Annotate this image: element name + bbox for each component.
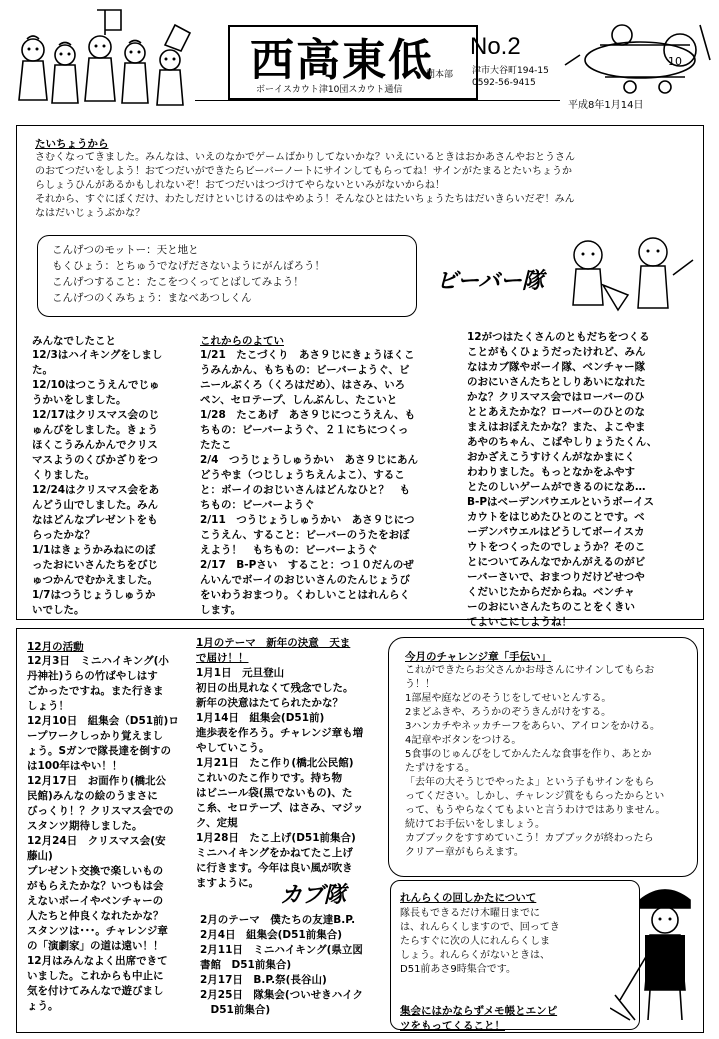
upcoming-schedule-heading: これからのよてい [200,335,284,347]
header-divider [195,100,560,101]
january-schedule: 1月1日 元旦登山 初日の出見れなくて残念でした。 新年の決意はたてられたかな？ 1月14日 組集会(D51前) 進歩表を作ろう。チャレンジ章も増 やしていこう。 1月21日 たこ作り(橋北公民館) これいのたこ作りです。持ち物 はビニール袋(黒でないもの)、た こ糸、セロテープ、はさみ、マジッ ク、定規 1月28日 たこ上げ(D51前集合) ミニハイキングをかねてたこ上げ に行きます。今年は良い風が吹き ますように。 [196,667,364,889]
contact-notice-body: 隊長もできるだけ木曜日までに は、れんらくしますので、回ってき たらすぐに次の人にれんらくしま しょう。れんらくがないときは、 D51前あさ9時集合です。 [400,908,560,975]
december-activities-body: 12月3日 ミニハイキング(小 丹神社)うらの竹ばやしはす ごかったですね。また行きま しょう！ 12月10日 組集会（D51前)ロ ープワークしっかり覚えまし ょう。Sガンで隊長達を倒すの は100年はやい！！ 12月17日 お面作り(橋北公 民館)みんなの絵のうまさに びっくり！？クリスマス会での スタンツ期待しました。 12月24日 クリスマス会(安 藤山) プレゼント交換で楽しいもの がもらえたかな？いつもは会 えないボーイやベンチャーの 人たちと仲良くなれたかな？ スタンツは･･･。チャレンジ章 の「演劇家」の道は遠い！！ 12月はみんなよく出席できて いました。これからも中止に 気を付けてみんなで遊びまし ょう。 [27,655,179,1012]
monthly-motto-list: こんげつのモットー：天と地と もくひょう：とちゅうでなげださないようにがんばろう！ こんげつすること：たこをつくってとばしてみよう！ こんげつのくみちょう：まなべあつしくん [52,244,325,304]
leader-message-body: さむくなってきました。みんなは、いえのなかでゲームばかりしてないかな？いえにいるときはおかあさんやおとうさん のおてつだいをしよう！おてつだいができたらビーバーノートにサインしてもらってね！サインがたまるとたいちょうか らしょうひんがあるかもしれないぞ！おてつだいはつづけてやらないといみがないからね！ それから、すぐにぼくだけ、わたしだけといじけるのはやめよう！そんなひとはたいちょうたちはだいきらいだぞ！みん なはだいじょうぶかな？ [35,152,575,219]
january-block [196,636,386,891]
airplane-pilot-illustration [560,5,715,100]
challenge-badge-heading: 今月のチャレンジ章「手伝い」 [405,651,552,663]
org-label: 団本部 [426,70,454,80]
contact-notice-heading: れんらくの回しかたについて [400,892,537,904]
january-theme: 1月のテーマ 新年の決意 天ま で届け！！ [196,637,351,664]
past-activities-body: 12/3はハイキングをしまし た。 12/10はつこうえんでじゅ うかいをしました。 12/17はクリスマス会のじ ゅんびをしました。きょう ほくこうみんかんでクリス マスようのくびかざりをつ くりました。 12/24はクリスマス会をあ んどう山でしました。みん なはどんなプレゼントをも らったかな？ 1/1はきょうかみねにのぼ ったおにいさんたちをびじ ゅつかんでむかえました。 1/7はつうじょうしゅうか いでした。 [32,349,163,616]
leader-message-heading: たいちょうから [35,138,109,150]
february-schedule: 2月のテーマ 僕たちの友達B.P. 2月4日 組集会(D51前集合) 2月11日 ミニハイキング(県立図 書館 D51前集合) 2月17日 B.P.祭(長谷山) 2月25日 隊集会(ついせきハイク D51前集合) [200,914,364,1016]
upcoming-schedule-body: 1/21 たこづくり あさ９じにきょうほくこ うみんかん、もちもの：ビーバーようぐ、ビ ニールぶくろ（くろはだめ）、はさみ、いろ ペン、セロテープ、しんぶんし、たこいと 1/28 たこあげ あさ９じにつこうえん、も ちもの：ビーバーようぐ、２１にちにつくっ たたこ 2/4 つうじょうしゅうかい あさ９じにあん どうやま（つじしょうちえんよこ）、するこ と：ボーイのおじいさんはどんなひと？ も ちもの：ビーバーようぐ 2/11 つうじょうしゅうかい あさ９じにつ こうえん、すること：ビーバーのうたをおぼ えよう！ もちもの：ビーバーようぐ 2/17 B-Pさい すること：つ１０だんのぜ んいんでボーイのおじいさんのたんじょうび をいわうおまつり。くわしいことはれんらく します。 [200,349,418,616]
past-activities-heading: みんなでしたこと [32,335,116,347]
issue-date: 平成8年1月14日 [568,100,644,111]
newsletter-subtitle: ボーイスカウト津10団スカウト通信 [256,85,403,95]
cub-troop-title: カブ隊 [280,883,347,908]
plane-number-label: 10 [668,55,682,68]
issue-number: No.2 [470,33,521,60]
org-address: 津市大谷町194-15 0592-56-9415 [472,66,549,88]
contact-notice-reminder: 集会にはかならずメモ帳とエンピ ツをもってくること！ [400,1005,558,1032]
beaver-troop-title: ビーバー隊 [436,269,545,294]
beaver-scouts-kite-illustration [548,230,698,315]
newsletter-title: 西高東低 [250,35,434,86]
challenge-badge-body: これができたらお父さんかお母さんにサインしてもらお う！！ 1部屋や庭などのそうじをしてせいとんする。 2まどふきや、ろうかのぞうきんがけをする。 3ハンカチやネッカチーフをあらい、アイロンをかける。 4記章やボタンをつける。 5食事のじゅんびをしてかんたんな食事を作り、あとか たずけをする。 「去年の大そうじでやったよ」という子もサインをもら ってください。しかし、チャレンジ賞をもらったからとい って、もうやらなくてもよいと言うわけではありません。 続けてお手伝いをしましょう。 カブブックをすすめていこう！カブブックが終わったら クリアー章がもらえます。 [405,665,666,858]
scouts-group-illustration [5,5,195,110]
december-activities-heading: 12月の活動 [27,641,84,653]
beaver-news-body: 12がつはたくさんのともだちをつくる ことがもくひょうだったけれど、みん なはカブ隊やボーイ隊、ベンチャー隊 のおにいさんたちとしりあいになれた かな？クリスマス会ではローバーのひ ととあえたかな？ローバーのひとのな まえはおぼえたかな？また、よこやま あやのちゃん、こばやしりょうたくん、 おかざえこうすけくんがなかまにく わわりました。もっとなかをふやす とたのしいゲームができるのになあ… B-Pはベーデンパウエルというボーイス カウトをはじめたひとのことです。ベ ーデンパウエルはどうしてボーイスカ ウトをつくったのでしょうか？そのこ とについてみんなでかんがえるのがビ ーバーさいで、おまつりだけどせつや くだいじたからだからね。ベンチャ ーのおにいさんたちのことをくきい てよいこにしようね！ [467,331,658,628]
sweeping-scout-illustration [610,880,705,1025]
